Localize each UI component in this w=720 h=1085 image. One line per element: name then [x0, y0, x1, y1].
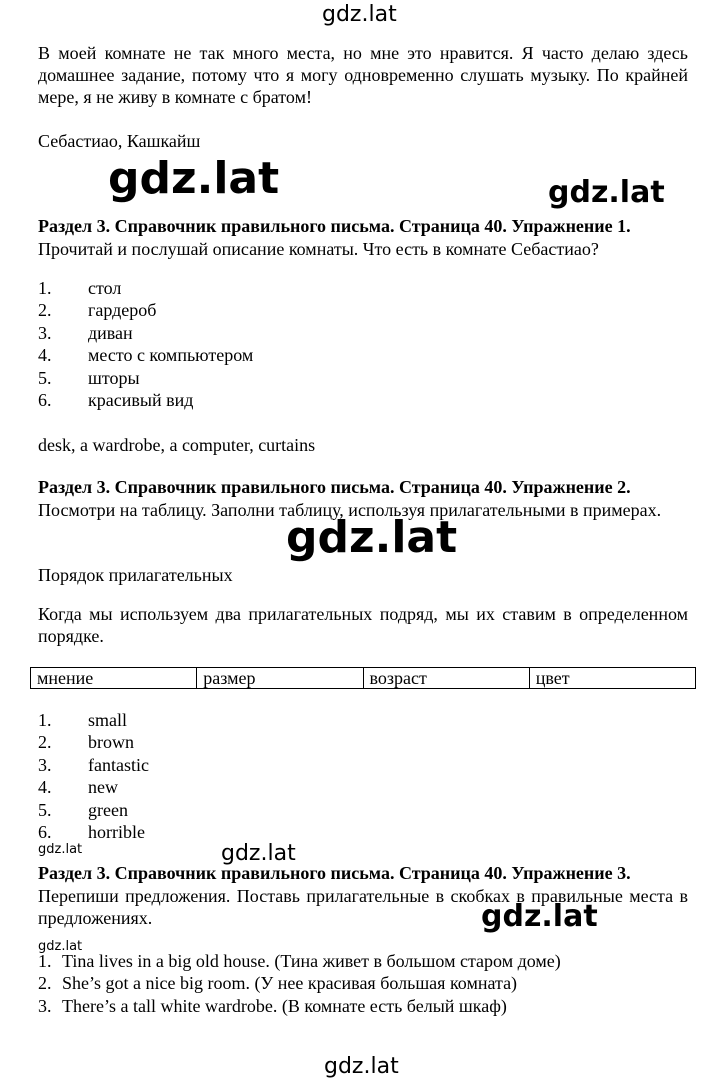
list-item [38, 950, 698, 972]
list-text: brown [88, 732, 134, 753]
list-text: fantastic [88, 754, 149, 775]
list-text: красивый вид [88, 389, 194, 410]
list-text: There’s a tall white wardrobe. (В комнате есть белый шкаф) [62, 995, 507, 1016]
list-item [38, 821, 688, 843]
list-item [38, 344, 688, 366]
watermark-small: gdz.lat [38, 842, 83, 857]
list-number: 4. [38, 777, 52, 798]
table-row [31, 668, 696, 689]
table-cell-color: цвет [529, 668, 695, 689]
list-number: 2. [38, 300, 52, 321]
list-text: She’s got a nice big room. (У нее красивая большая комната) [62, 973, 518, 994]
list-item [38, 367, 688, 389]
list-text: шторы [88, 367, 140, 388]
list-item [38, 972, 698, 994]
list-number: 3. [38, 322, 52, 343]
watermark-top: gdz.lat [322, 2, 397, 27]
list-number: 4. [38, 345, 52, 366]
list-item [38, 731, 688, 753]
list-text: диван [88, 322, 133, 343]
list-item [38, 799, 688, 821]
list-item [38, 995, 698, 1017]
exercise3-list [38, 950, 698, 1017]
list-item [38, 776, 688, 798]
watermark-medium: gdz.lat [548, 175, 665, 210]
watermark-medium: gdz.lat [481, 899, 598, 934]
list-number: 2. [38, 732, 52, 753]
list-number: 1. [38, 951, 52, 971]
table-cell-age: возраст [363, 668, 529, 689]
list-item [38, 299, 688, 321]
list-number: 2. [38, 973, 52, 994]
table-cell-size: размер [197, 668, 363, 689]
exercise1-heading: Раздел 3. Справочник правильного письма. Страница 40. Упражнение 1. [38, 216, 631, 236]
list-number: 1. [38, 710, 52, 730]
list-text: гардероб [88, 300, 157, 321]
list-number: 6. [38, 389, 52, 410]
exercise2-instruction: Посмотри на таблицу. Заполни таблицу, используя прилагательными в примерах. [38, 500, 662, 520]
list-item [38, 322, 688, 344]
watermark-bottom: gdz.lat [324, 1054, 399, 1079]
exercise1-answer: desk, a wardrobe, a computer, curtains [38, 435, 316, 455]
watermark-large: gdz.lat [108, 153, 280, 204]
list-text: стол [88, 278, 122, 298]
table-cell-opinion: мнение [31, 668, 197, 689]
exercise1-instruction: Прочитай и послушай описание комнаты. Что есть в комнате Себастиао? [38, 239, 599, 259]
watermark-large: gdz.lat [286, 512, 458, 563]
watermark-small: gdz.lat [221, 841, 296, 866]
exercise1-list [38, 277, 688, 411]
list-text: место с компьютером [88, 345, 254, 366]
list-text: horrible [88, 821, 145, 842]
exercise2-subtitle: Порядок прилагательных [38, 565, 233, 585]
intro-signature: Себастиао, Кашкайш [38, 131, 201, 151]
exercise2-heading: Раздел 3. Справочник правильного письма. Страница 40. Упражнение 2. [38, 477, 631, 497]
exercise3-heading: Раздел 3. Справочник правильного письма. Страница 40. Упражнение 3. [38, 863, 631, 883]
list-item [38, 277, 688, 299]
exercise2-list [38, 709, 688, 843]
list-item [38, 389, 688, 411]
list-text: Tina lives in a big old house. (Тина живет в большом старом доме) [62, 951, 561, 971]
list-text: green [88, 799, 128, 820]
list-item [38, 709, 688, 731]
list-item [38, 754, 688, 776]
list-number: 3. [38, 995, 52, 1016]
exercise3-instruction: Перепиши предложения. Поставь прилагательные в скобках в правильные места в предложениях. [38, 886, 688, 928]
list-number: 6. [38, 821, 52, 842]
exercise2-rule: Когда мы используем два прилагательных подряд, мы их ставим в определенном порядке. [38, 604, 688, 646]
watermark-small: gdz.lat [38, 939, 83, 954]
list-text: small [88, 710, 127, 730]
intro-paragraph: В моей комнате не так много места, но мне это нравится. Я часто делаю здесь домашнее задание, потому что я могу одновременно слушать музыку. По крайней мере, я не живу в комнате с братом! [38, 43, 688, 107]
list-number: 3. [38, 754, 52, 775]
list-number: 5. [38, 367, 52, 388]
list-number: 1. [38, 278, 52, 298]
list-text: new [88, 777, 118, 798]
adjective-order-table [30, 667, 696, 689]
list-number: 5. [38, 799, 52, 820]
